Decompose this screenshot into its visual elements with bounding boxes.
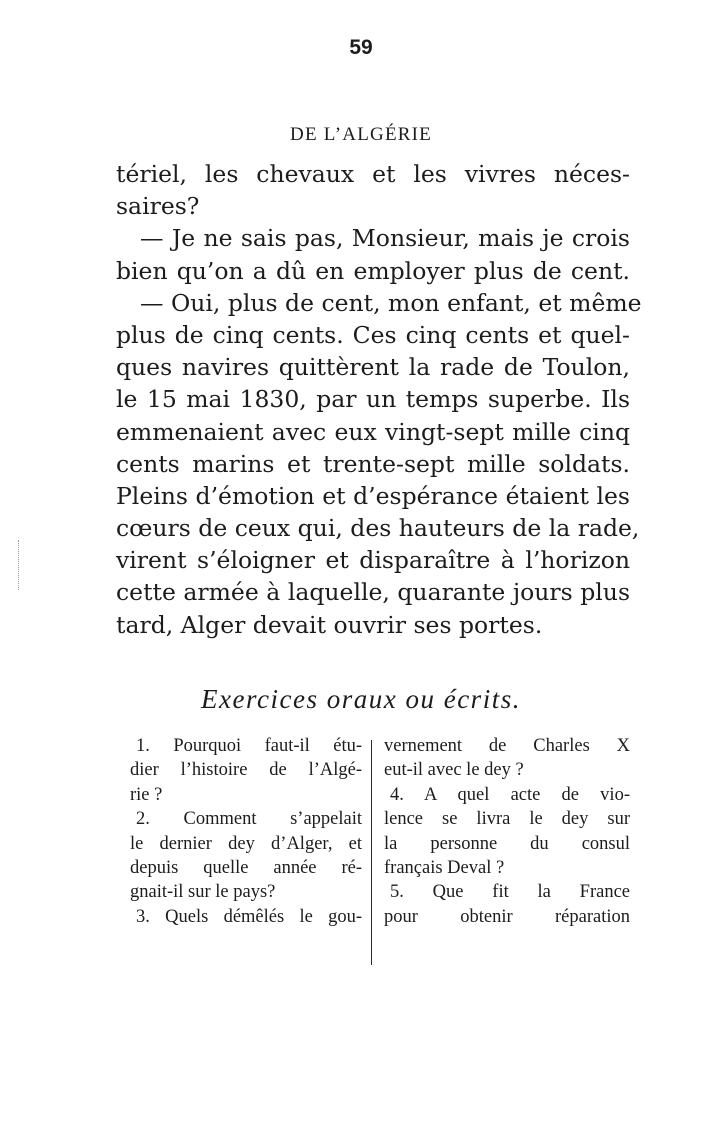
exercise-line: le dernier dey d’Alger, et xyxy=(130,833,362,854)
body-line: tard, Alger devait ouvrir ses portes. xyxy=(116,610,543,639)
margin-marks xyxy=(18,540,21,590)
exercise-line: français Deval ? xyxy=(384,857,505,878)
exercise-line: lence se livra le dey sur xyxy=(384,809,630,830)
exercises-left-column xyxy=(130,734,362,929)
body-line: bien qu’on a dû en employer plus de cent. xyxy=(116,256,630,285)
exercise-line: rie ? xyxy=(130,784,163,805)
exercise-line: dier l’histoire de l’Algé- xyxy=(130,760,362,781)
body-line: Pleins d’émotion et d’espérance étaient les xyxy=(116,481,630,510)
body-line: — Je ne sais pas, Monsieur, mais je crois xyxy=(140,224,630,253)
exercise-line: 3. Quels démêlés le gou- xyxy=(136,906,362,927)
exercise-line: eut-il avec le dey ? xyxy=(384,760,524,781)
body-line: cœurs de ceux qui, des hauteurs de la rade, xyxy=(116,514,640,543)
body-line: cents marins et trente-sept mille soldats. xyxy=(116,449,630,478)
exercise-line: 1. Pourquoi faut-il étu- xyxy=(136,736,362,756)
body-line: cette armée à laquelle, quarante jours plus xyxy=(116,578,630,607)
body-line: virent s’éloigner et disparaître à l’horizon xyxy=(116,546,630,575)
body-line: tériel, les chevaux et les vivres néces- xyxy=(116,160,630,188)
exercise-line: 4. A quel acte de vio- xyxy=(390,784,630,805)
body-line: — Oui, plus de cent, mon enfant, et même xyxy=(140,288,642,317)
column-divider xyxy=(371,740,372,965)
body-line: le 15 mai 1830, par un temps superbe. Ils xyxy=(116,385,630,414)
exercise-line: pour obtenir réparation xyxy=(384,906,630,927)
exercise-line: la personne du consul xyxy=(384,833,630,854)
exercise-line: depuis quelle année ré- xyxy=(130,857,362,878)
page-number: 59 xyxy=(349,36,373,59)
body-line: plus de cinq cents. Ces cinq cents et quel- xyxy=(116,320,630,349)
body-line: emmenaient avec eux vingt-sept mille cinq xyxy=(116,417,630,446)
exercise-line: gnait-il sur le pays? xyxy=(130,882,276,903)
exercise-line: 5. Que fit la France xyxy=(390,882,630,903)
exercise-line: vernement de Charles X xyxy=(384,736,630,756)
body-line: saires? xyxy=(116,192,200,221)
exercises-right-column xyxy=(384,734,630,929)
body-text xyxy=(116,158,642,641)
exercise-line: 2. Comment s’appelait xyxy=(136,809,362,830)
exercises-heading: Exercices oraux ou écrits. xyxy=(201,684,521,714)
body-line: ques navires quittèrent la rade de Toulon, xyxy=(116,353,630,382)
running-head: DE L’ALGÉRIE xyxy=(290,124,432,145)
